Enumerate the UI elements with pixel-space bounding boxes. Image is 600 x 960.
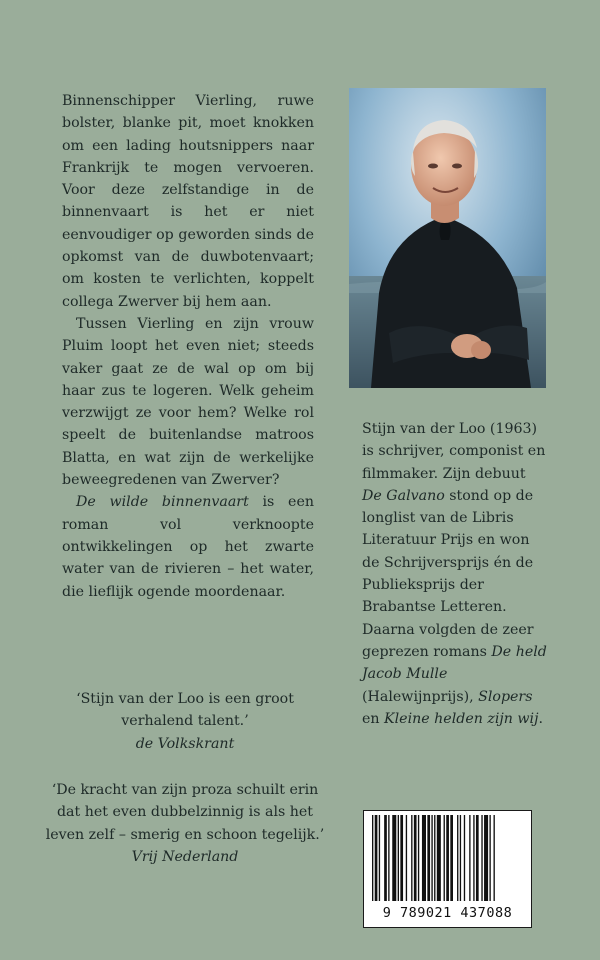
- blurb-paragraph: [62, 491, 314, 602]
- quote-source: Vrij Nederland: [131, 848, 239, 865]
- back-cover-blurb: [62, 90, 314, 603]
- barcode-bars: [370, 815, 525, 901]
- bio-text: Stijn van der Loo (1963) is schrijver, componist en filmmaker. Zijn debuut: [362, 421, 546, 482]
- isbn-barcode: [363, 810, 532, 928]
- bio-text: (Halewijnprijs),: [362, 688, 479, 705]
- bio-text: stond op de longlist van de Libris Literatuur Prijs en won de Schrijversprijs én de Publieksprijs der Brabantse Letteren. Daarna volgden de zeer geprezen romans: [362, 487, 534, 660]
- book-title: Kleine helden zijn wij: [384, 710, 539, 727]
- blurb-paragraph: Binnenschipper Vierling, ruwe bolster, blanke pit, moet knokken om een lading houtsnippers naar Frankrijk te mogen vervoeren. Voor deze zelfstandige in de binnenvaart is het er niet eenvoudiger op geworden sinds de opkomst van de duwbotenvaart; om kosten te verlichten, koppelt collega Zwerver bij hem aan.: [62, 93, 314, 310]
- book-title: De wilde binnenvaart: [76, 494, 249, 511]
- book-title: De Galvano: [362, 487, 445, 504]
- blurb-text: is een roman vol verknoopte ontwikkelingen op het zwarte water van de rivieren – het water, die lieflijk ogende moordenaar.: [62, 494, 314, 600]
- author-photo: [349, 88, 546, 388]
- author-bio: [362, 418, 548, 730]
- bio-text: .: [538, 710, 544, 727]
- book-title: Slopers: [478, 688, 533, 705]
- isbn-number: 9 789021 437088: [382, 905, 513, 921]
- review-quote-vrij-nederland: [40, 779, 330, 868]
- quote-text: ‘De kracht van zijn proza schuilt erin dat het even dubbelzinnig is als het leven zelf – smerig en schoon tegelijk.’: [45, 782, 325, 843]
- book-title: De held Jacob Mulle: [362, 643, 547, 683]
- bio-text: en: [362, 710, 385, 727]
- quote-source: de Volkskrant: [135, 735, 235, 752]
- quote-text: ‘Stijn van der Loo is een groot verhalend talent.’: [76, 691, 294, 730]
- review-quote-volkskrant: [40, 688, 330, 755]
- blurb-paragraph: Tussen Vierling en zijn vrouw Pluim loopt het even niet; steeds vaker gaat ze de wal op om bij haar zus te logeren. Welk geheim verzwijgt ze voor hem? Welke rol speelt de buitenlandse matroos Blatta, en wat zijn de werkelijke beweegredenen van Zwerver?: [62, 315, 314, 489]
